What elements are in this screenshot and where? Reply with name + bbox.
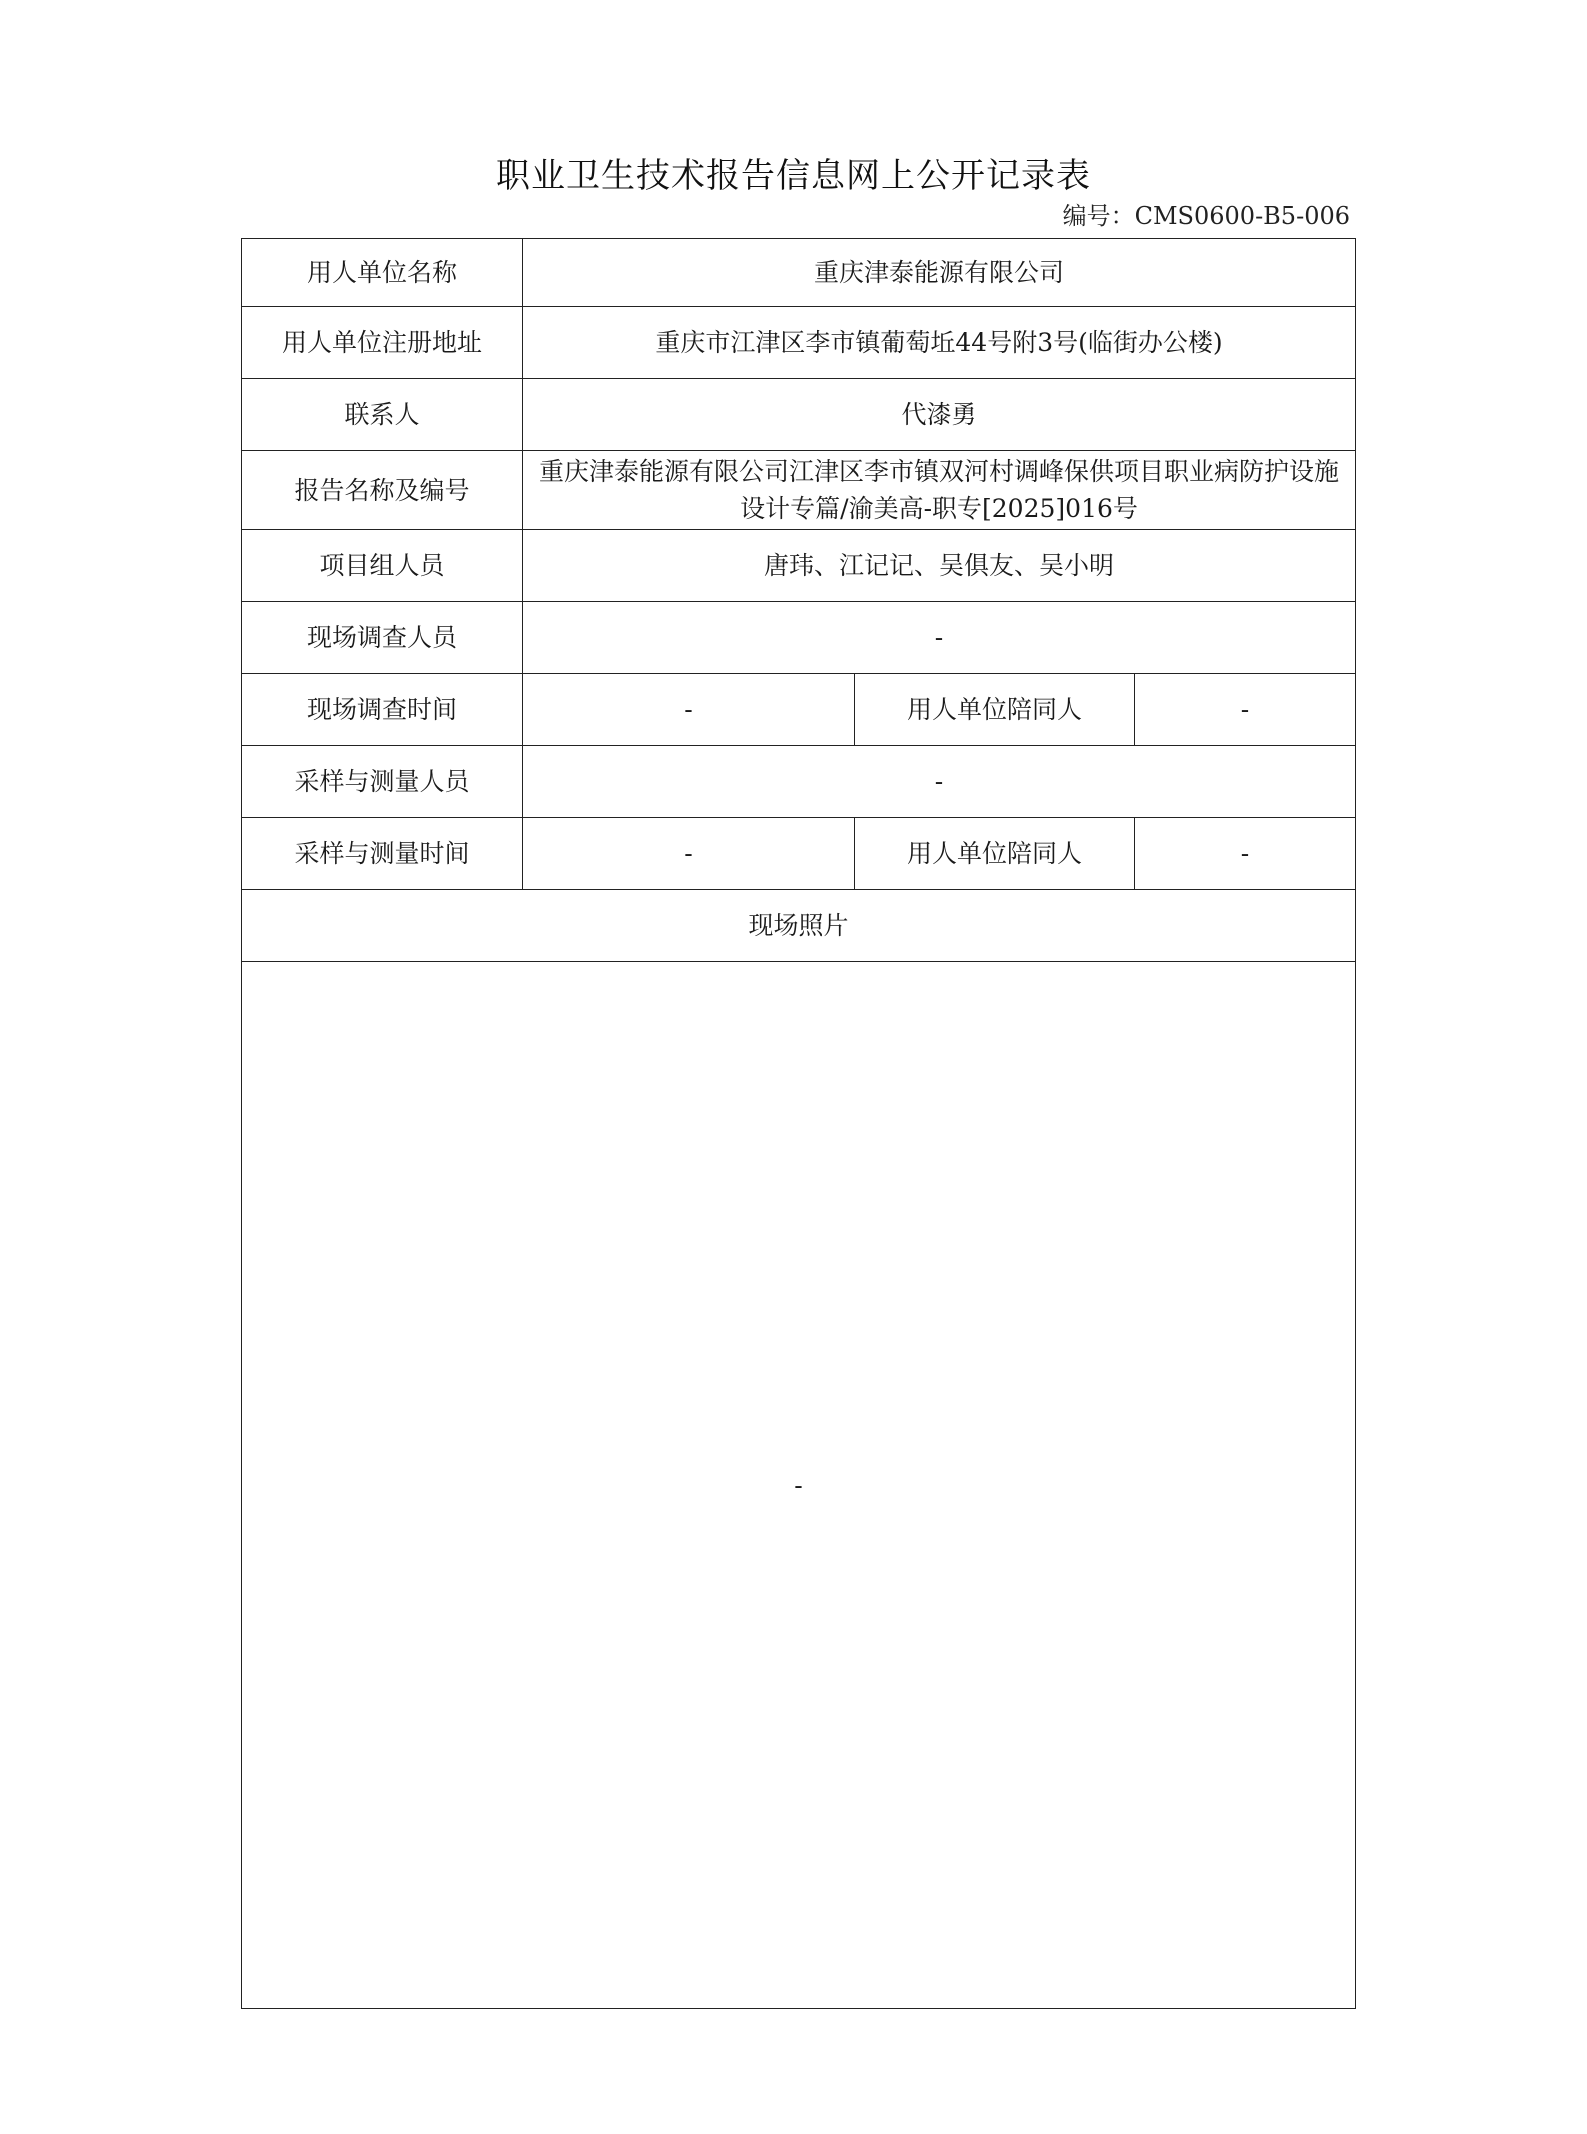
project-team-value: 唐玮、江记记、吴俱友、吴小明 [523, 530, 1356, 602]
table-row-photos [242, 962, 1356, 2009]
sampling-companion-value: - [1135, 818, 1356, 890]
employer-address-label: 用人单位注册地址 [242, 307, 523, 379]
table-row-survey-time [242, 674, 1356, 746]
survey-staff-value: - [523, 602, 1356, 674]
sampling-companion-label: 用人单位陪同人 [855, 818, 1135, 890]
table-row-employer-name [242, 239, 1356, 307]
contact-label: 联系人 [242, 379, 523, 451]
sampling-staff-value: - [523, 746, 1356, 818]
employer-address-value: 重庆市江津区李市镇葡萄坵44号附3号(临街办公楼) [523, 307, 1356, 379]
record-table [241, 238, 1356, 2009]
employer-name-label: 用人单位名称 [242, 239, 523, 307]
report-value: 重庆津泰能源有限公司江津区李市镇双河村调峰保供项目职业病防护设施设计专篇/渝美高-职专[2025]016号 [523, 451, 1356, 530]
table-row-survey-staff [242, 602, 1356, 674]
employer-name-value: 重庆津泰能源有限公司 [523, 239, 1356, 307]
table-row-employer-address [242, 307, 1356, 379]
table-row-project-team [242, 530, 1356, 602]
sampling-staff-label: 采样与测量人员 [242, 746, 523, 818]
table-row-sampling-staff [242, 746, 1356, 818]
table-row-contact [242, 379, 1356, 451]
photos-label: 现场照片 [242, 890, 1356, 962]
survey-time-value: - [523, 674, 855, 746]
table-row-report [242, 451, 1356, 530]
page-title: 职业卫生技术报告信息网上公开记录表 [496, 156, 1091, 196]
table-row-sampling-time [242, 818, 1356, 890]
sampling-time-label: 采样与测量时间 [242, 818, 523, 890]
sampling-time-value: - [523, 818, 855, 890]
survey-staff-label: 现场调查人员 [242, 602, 523, 674]
survey-companion-label: 用人单位陪同人 [855, 674, 1135, 746]
survey-time-label: 现场调查时间 [242, 674, 523, 746]
contact-value: 代漆勇 [523, 379, 1356, 451]
project-team-label: 项目组人员 [242, 530, 523, 602]
document-number: 编号：CMS0600-B5-006 [1062, 202, 1350, 230]
survey-companion-value: - [1135, 674, 1356, 746]
report-label: 报告名称及编号 [242, 451, 523, 530]
table-row-photos-header [242, 890, 1356, 962]
photos-value: - [242, 962, 1356, 2009]
